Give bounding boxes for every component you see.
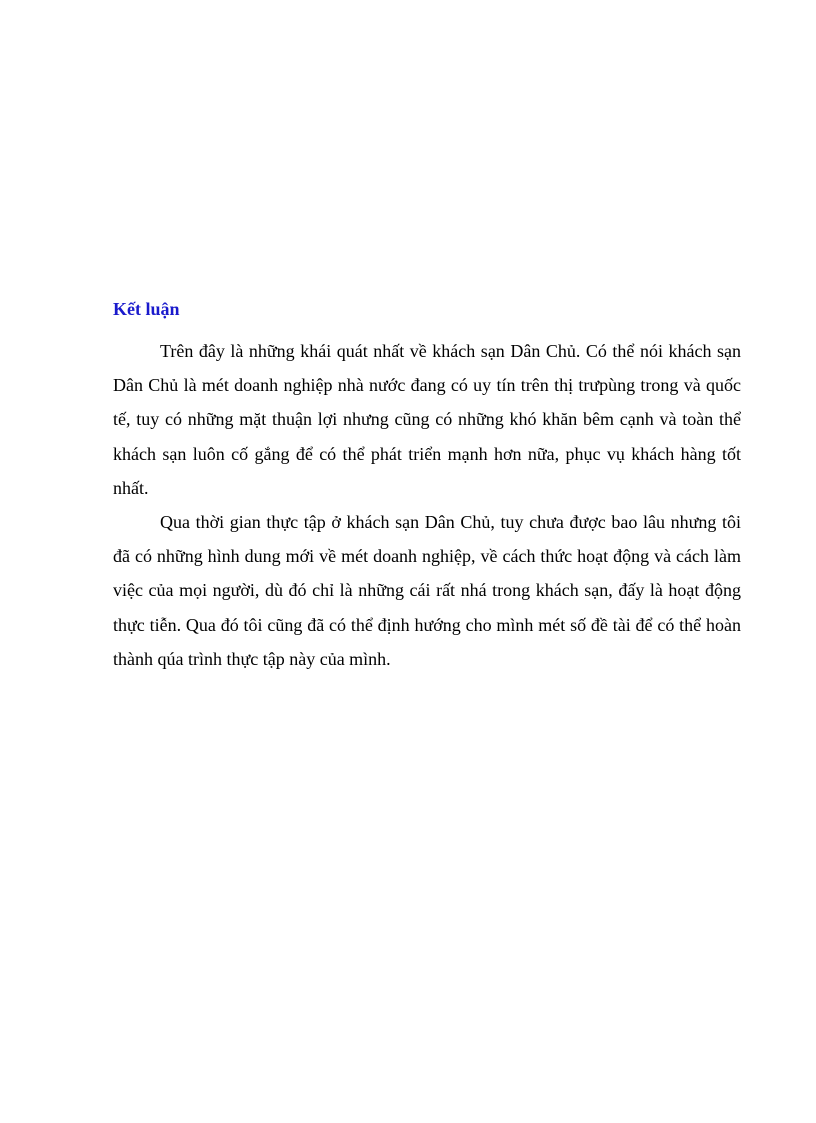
- section-heading: Kết luận: [113, 299, 180, 319]
- paragraph-1: Trên đây là những khái quát nhất về khách sạn Dân Chủ. Có thể nói khách sạn Dân Chủ là mét doanh nghiệp nhà nước đang có uy tín trên thị trưpùng trong và quốc tế, tuy có những mặt thuận lợi nhưng cũng có những khó khăn bêm cạnh và toàn thể khách sạn luôn cố gắng để có thể phát triển mạnh hơn nữa, phục vụ khách hàng tốt nhất.: [113, 341, 741, 498]
- document-body: [113, 298, 741, 676]
- paragraph-2: Qua thời gian thực tập ở khách sạn Dân Chủ, tuy chưa được bao lâu nhưng tôi đã có những hình dung mới về mét doanh nghiệp, về cách thức hoạt động và cách làm việc của mọi người, dù đó chỉ là những cái rất nhá trong khách sạn, đấy là hoạt động thực tiễn. Qua đó tôi cũng đã có thể định hướng cho mình mét số đề tài để có thể hoàn thành qúa trình thực tập này của mình.: [113, 512, 741, 669]
